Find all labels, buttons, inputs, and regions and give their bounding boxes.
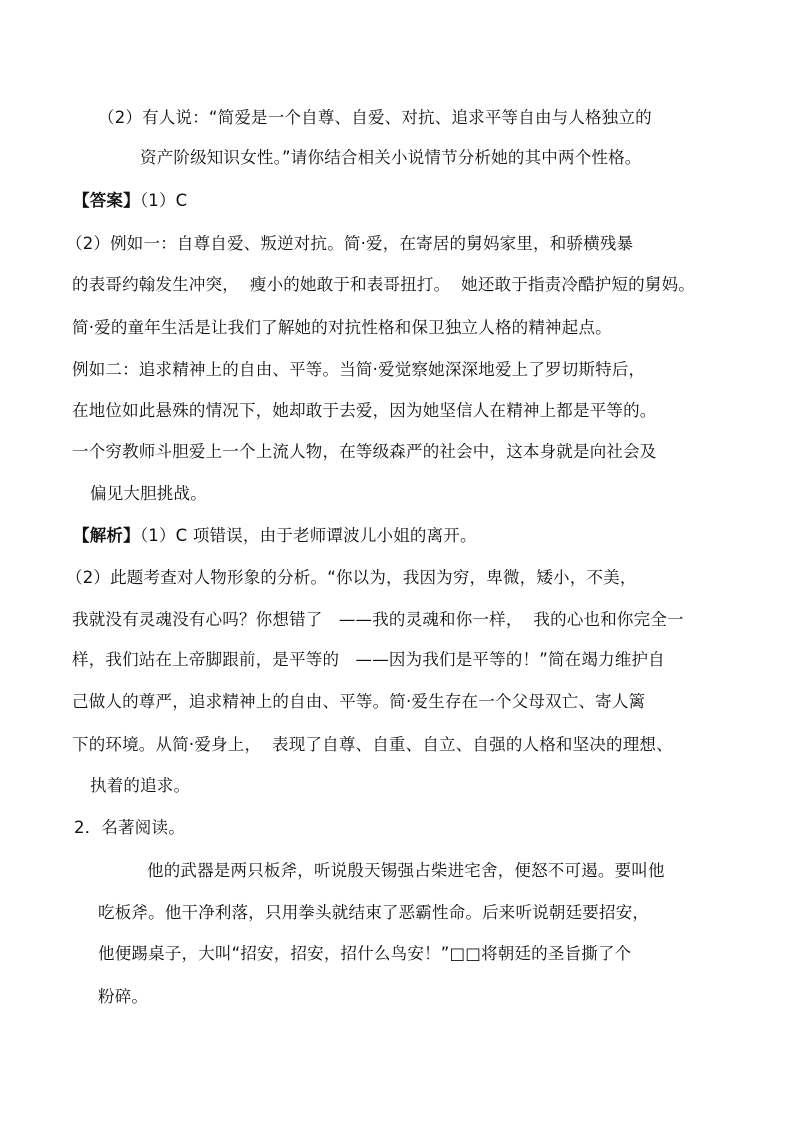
passage-line-2: 吃板斧。他干净利落，只用拳头就结束了恶霸性命。后来听说朝廷要招安，: [98, 903, 650, 922]
analysis-part-2-line-5: 下的环境。从简·爱身上， 表现了自尊、自重、自立、自强的人格和坚决的理想、: [72, 735, 673, 754]
answer-example-2-line-4: 偏见大胆挑战。: [90, 484, 207, 503]
answer-example-1-line-2: 的表哥约翰发生冲突， 瘦小的她敢于和表哥扭打。 她还敢于指责冷酷护短的舅妈。: [72, 275, 695, 294]
analysis-label: 【解析】: [73, 526, 140, 545]
answer-label: 【答案】: [73, 191, 140, 210]
answer-example-1-line-3: 简·爱的童年生活是让我们了解她的对抗性格和保卫独立人格的精神起点。: [72, 318, 612, 337]
question-2-title: 2．名著阅读。: [74, 818, 185, 837]
answer-example-2-line-2: 在地位如此悬殊的情况下，她却敢于去爱，因为她坚信人在精神上都是平等的。: [72, 401, 657, 420]
answer-part-1: （1）C: [139, 191, 188, 210]
passage-line-4: 粉碎。: [98, 987, 149, 1006]
analysis-part-2-line-4: 己做人的尊严，追求精神上的自由、平等。简·爱生存在一个父母双亡、寄人篱: [72, 692, 646, 711]
analysis-part-1: （1）C 项错误，由于老师谭波儿小姐的离开。: [139, 526, 477, 545]
passage-line-3: 他便踢桌子，大叫“招安，招安，招什么鸟安！”□□将朝廷的圣旨撕了个: [98, 944, 632, 963]
analysis-part-2-line-3: 样，我们站在上帝脚跟前，是平等的 ——因为我们是平等的！”简在竭力维护自: [72, 650, 665, 669]
question-2-prompt-line-2: 资产阶级知识女性。”请你结合相关小说情节分析她的其中两个性格。: [140, 148, 642, 167]
analysis-line: [73, 526, 477, 546]
analysis-part-2-line-1: （2）此题考查对人物形象的分析。“你以为，我因为穷，卑微，矮小，不美，: [66, 568, 637, 587]
answer-example-2-line-3: 一个穷教师斗胆爱上一个上流人物，在等级森严的社会中，这本身就是向社会及: [72, 442, 657, 461]
answer-example-1-line-1: （2）例如一：自尊自爱、叛逆对抗。简·爱，在寄居的舅妈家里，和骄横残暴: [66, 234, 634, 253]
analysis-part-2-line-2: 我就没有灵魂没有心吗？你想错了 ——我的灵魂和你一样， 我的心也和你完全一: [72, 610, 684, 629]
analysis-part-2-line-6: 执着的追求。: [90, 776, 191, 795]
question-2-prompt-line-1: （2）有人说：“简爱是一个自尊、自爱、对抗、追求平等自由与人格独立的: [98, 108, 652, 127]
passage-line-1: 他的武器是两只板斧，听说殷天锡强占柴进宅舍，便怒不可遏。要叫他: [147, 861, 665, 880]
answer-example-2-line-1: 例如二：追求精神上的自由、平等。当简·爱觉察她深深地爱上了罗切斯特后，: [72, 360, 646, 379]
answer-line: [73, 191, 187, 211]
